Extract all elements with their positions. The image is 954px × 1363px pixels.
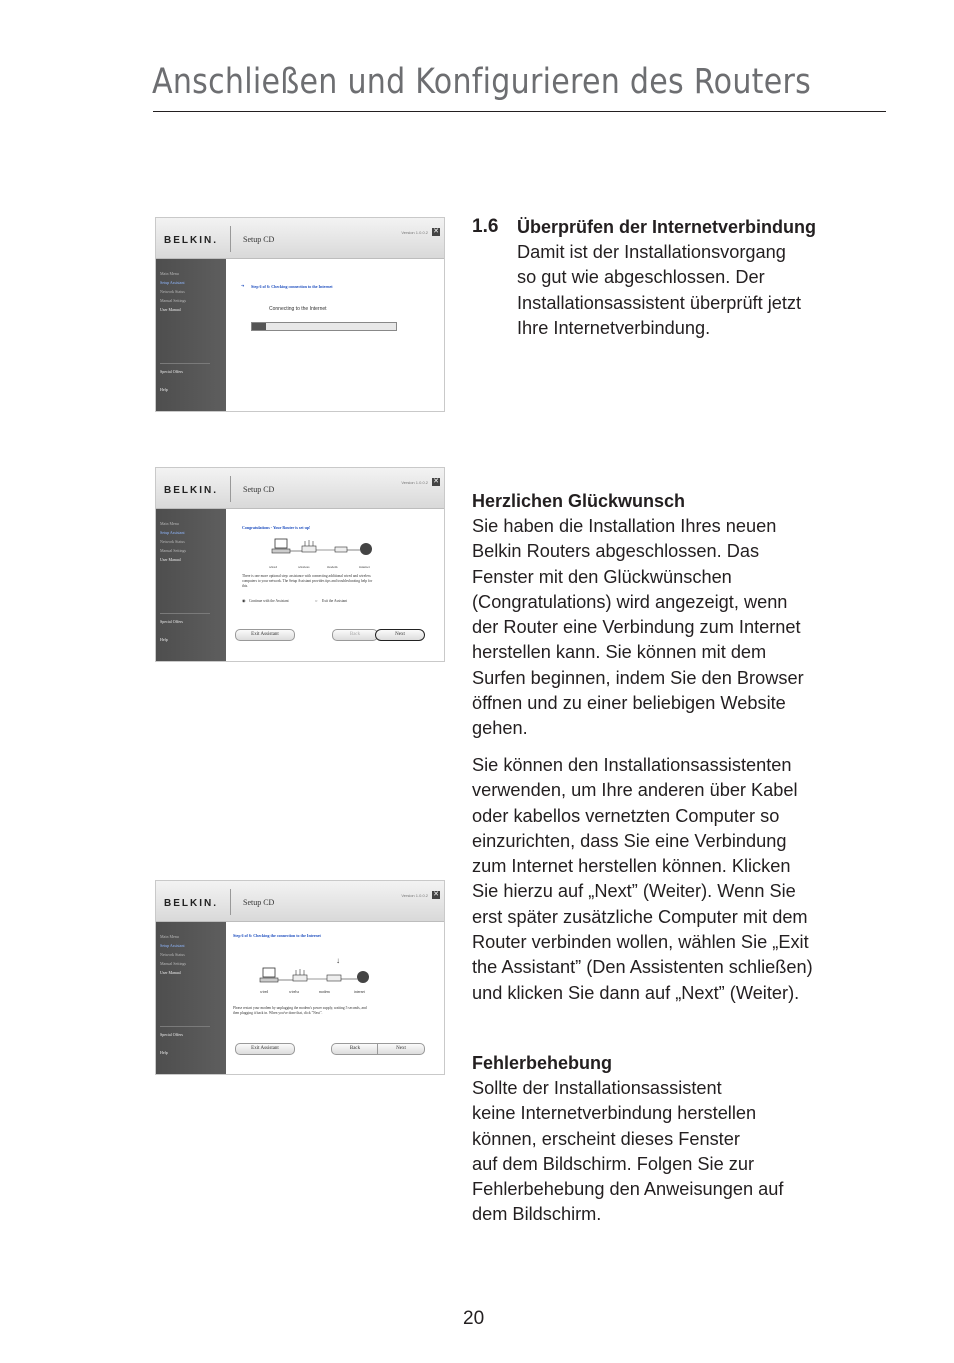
header-separator [230,476,231,502]
body-line: Fenster mit den Glückwünschen [472,566,732,587]
label-internet: internet [359,565,370,569]
back-button[interactable]: Back [332,629,378,641]
exit-assistant-button[interactable]: Exit Assistant [235,629,295,641]
body-line: verwenden, um Ihre anderen über Kabel [472,780,798,801]
setup-cd-title: Setup CD [243,485,275,494]
step-label: Step 6 of 6: Checking the connection to the Internet [233,933,321,938]
info-text-2: computers to your network. The Setup Assistant provides tips and troubleshooting help for [242,579,373,583]
page-title: Anschließen und Konfigurieren des Routers [152,62,812,102]
sidebar-item-main-menu[interactable]: Main Menu [160,521,179,526]
radio-continue-label: Continue with the Assistant [249,599,289,603]
body-line: Installationsassistent überprüft jetzt [517,292,802,313]
network-diagram [267,537,397,565]
troubleshoot-body [472,1076,783,1228]
body-line: gehen. [472,718,528,739]
info-text-1: There is one more optional step: assistance with connecting additional wired and wireless [242,574,371,578]
window-header [156,468,444,509]
computer-icon [275,539,287,548]
body-line: öffnen und zu einer beliebigen Website [472,693,786,714]
arrow-right-icon: ➔ [241,283,245,288]
section-body [517,240,801,341]
body-line: Sollte der Installationsassistent [472,1078,722,1098]
sidebar-item-network-status[interactable]: Network Status [160,289,185,294]
instruction-text-2: then plugging it back in. When you've done that, click "Next". [233,1011,323,1015]
back-button[interactable]: Back [331,1043,379,1055]
body-line: Damit ist der Installationsvorgang [517,242,786,262]
page-number: 20 [463,1308,485,1329]
close-icon[interactable]: ✕ [433,228,439,235]
sidebar-item-help[interactable]: Help [160,1050,168,1055]
body-line: der Router eine Verbindung zum Internet [472,617,801,638]
router-icon [302,546,316,552]
version-label: Version 1.0.0.2 [401,893,428,898]
setup-cd-title: Setup CD [243,898,275,907]
connecting-label: Connecting to the Internet [269,306,327,312]
screenshot-troubleshooting [155,880,445,1075]
body-line: dem Bildschirm. [472,1204,602,1225]
computer-icon [263,968,275,977]
router-icon [293,975,307,981]
sidebar-item-main-menu[interactable]: Main Menu [160,271,179,276]
troubleshoot-heading: Fehlerbehebung [472,1053,613,1073]
close-icon[interactable]: ✕ [433,478,439,485]
sidebar-item-help[interactable]: Help [160,637,168,642]
version-label: Version 1.0.0.2 [401,230,428,235]
step-label: Step 6 of 6: Checking connection to the Internet [251,284,333,289]
sidebar-item-setup-assistant[interactable]: Setup Assistant [160,943,185,948]
arrow-down-icon: ↓ [336,956,340,965]
screenshot-checking-connection [155,217,445,412]
body-line: einzurichten, dass Sie eine Verbindung [472,830,787,851]
body-line: herstellen kann. Sie können mit dem [472,642,767,663]
label-modem: modem [327,565,338,569]
sidebar-item-network-status[interactable]: Network Status [160,539,185,544]
body-line: the Assistant” (Den Assistenten schließen) [472,957,813,978]
body-line: können, erscheint dieses Fenster [472,1128,740,1149]
congrats-paragraph-1 [472,514,804,742]
globe-icon [360,543,372,555]
title-rule [153,111,886,112]
radio-exit[interactable]: ○ [315,598,318,603]
body-line: und klicken Sie dann auf „Next” (Weiter). [472,982,800,1003]
body-line: Sie hierzu auf „Next” (Weiter). Wenn Sie [472,881,796,902]
radio-continue[interactable]: ◉ [242,598,246,603]
sidebar-divider [160,363,210,364]
section-number: 1.6 [472,216,499,237]
screenshot-congratulations [155,467,445,662]
belkin-logo: BELKIN. [164,898,218,909]
label-wired: wired [260,990,269,994]
body-line: erst später zusätzliche Computer mit dem [472,906,808,927]
sidebar-item-manual-settings[interactable]: Manual Settings [160,961,187,966]
body-line: auf dem Bildschirm. Folgen Sie zur [472,1153,755,1174]
sidebar-item-manual-settings[interactable]: Manual Settings [160,548,187,553]
sidebar [156,509,226,661]
sidebar-item-main-menu[interactable]: Main Menu [160,934,179,939]
header-separator [230,889,231,915]
body-line: Fehlerbehebung den Anweisungen auf [472,1179,784,1200]
sidebar-item-special-offers[interactable]: Special Offers [160,619,183,624]
version-label: Version 1.0.0.2 [401,480,428,485]
sidebar [156,259,226,411]
label-wirelss: wirelss [289,990,300,994]
next-button[interactable]: Next [377,1043,425,1055]
body-line: (Congratulations) wird angezeigt, wenn [472,591,788,612]
sidebar-item-special-offers[interactable]: Special Offers [160,1032,183,1037]
header-separator [230,226,231,252]
sidebar-item-manual-settings[interactable]: Manual Settings [160,298,187,303]
sidebar-item-user-manual[interactable]: User Manual [160,970,181,975]
sidebar-divider [160,1026,210,1027]
body-line: Surfen beginnen, indem Sie den Browser [472,667,804,688]
body-line: Sie können den Installationsassistenten [472,755,792,775]
progress-bar [251,322,397,331]
sidebar-item-network-status[interactable]: Network Status [160,952,185,957]
main-panel [227,259,444,411]
network-diagram [255,966,385,988]
window-header [156,881,444,922]
info-text-3: this. [242,584,249,588]
window-header [156,218,444,259]
instruction-text-1: Please restart your modem by unplugging the modem's power supply, waiting 5 seconds, and [233,1006,367,1010]
belkin-logo: BELKIN. [164,235,218,246]
sidebar-item-help[interactable]: Help [160,387,168,392]
sidebar-item-user-manual[interactable]: User Manual [160,557,181,562]
label-internet: internet [354,990,365,994]
body-line: Sie haben die Installation Ihres neuen [472,516,777,536]
body-line: Router verbinden wollen, wählen Sie „Exit [472,932,809,953]
next-button[interactable]: Next [375,629,425,641]
sidebar-item-user-manual[interactable]: User Manual [160,307,181,312]
body-line: so gut wie abgeschlossen. Der [517,267,765,288]
section-heading: Überprüfen der Internetverbindung [517,217,817,237]
main-panel [227,922,444,1074]
exit-assistant-button[interactable]: Exit Assistant [235,1043,295,1055]
sidebar-item-special-offers[interactable]: Special Offers [160,369,183,374]
modem-icon [327,975,341,981]
setup-cd-title: Setup CD [243,235,275,244]
sidebar [156,922,226,1074]
radio-exit-label: Exit the Assistant [322,599,348,603]
congrats-title: Congratulations - Your Router is set up! [242,525,311,530]
congrats-heading: Herzlichen Glückwunsch [472,491,686,511]
label-wired: wired [269,565,277,569]
sidebar-divider [160,613,210,614]
body-line: oder kabellos vernetzten Computer so [472,805,780,826]
label-modem: modem [319,990,330,994]
congrats-paragraph-2 [472,753,813,1006]
body-line: Ihre Internetverbindung. [517,317,711,338]
body-line: keine Internetverbindung herstellen [472,1103,757,1124]
sidebar-item-setup-assistant[interactable]: Setup Assistant [160,530,185,535]
modem-icon [335,547,347,552]
label-wireless: wireless [298,565,310,569]
globe-icon [357,971,369,983]
close-icon[interactable]: ✕ [433,891,439,898]
main-panel [227,509,444,661]
body-line: Belkin Routers abgeschlossen. Das [472,541,760,562]
progress-fill [252,323,266,330]
body-line: zum Internet herstellen können. Klicken [472,856,791,877]
sidebar-item-setup-assistant[interactable]: Setup Assistant [160,280,185,285]
belkin-logo: BELKIN. [164,485,218,496]
